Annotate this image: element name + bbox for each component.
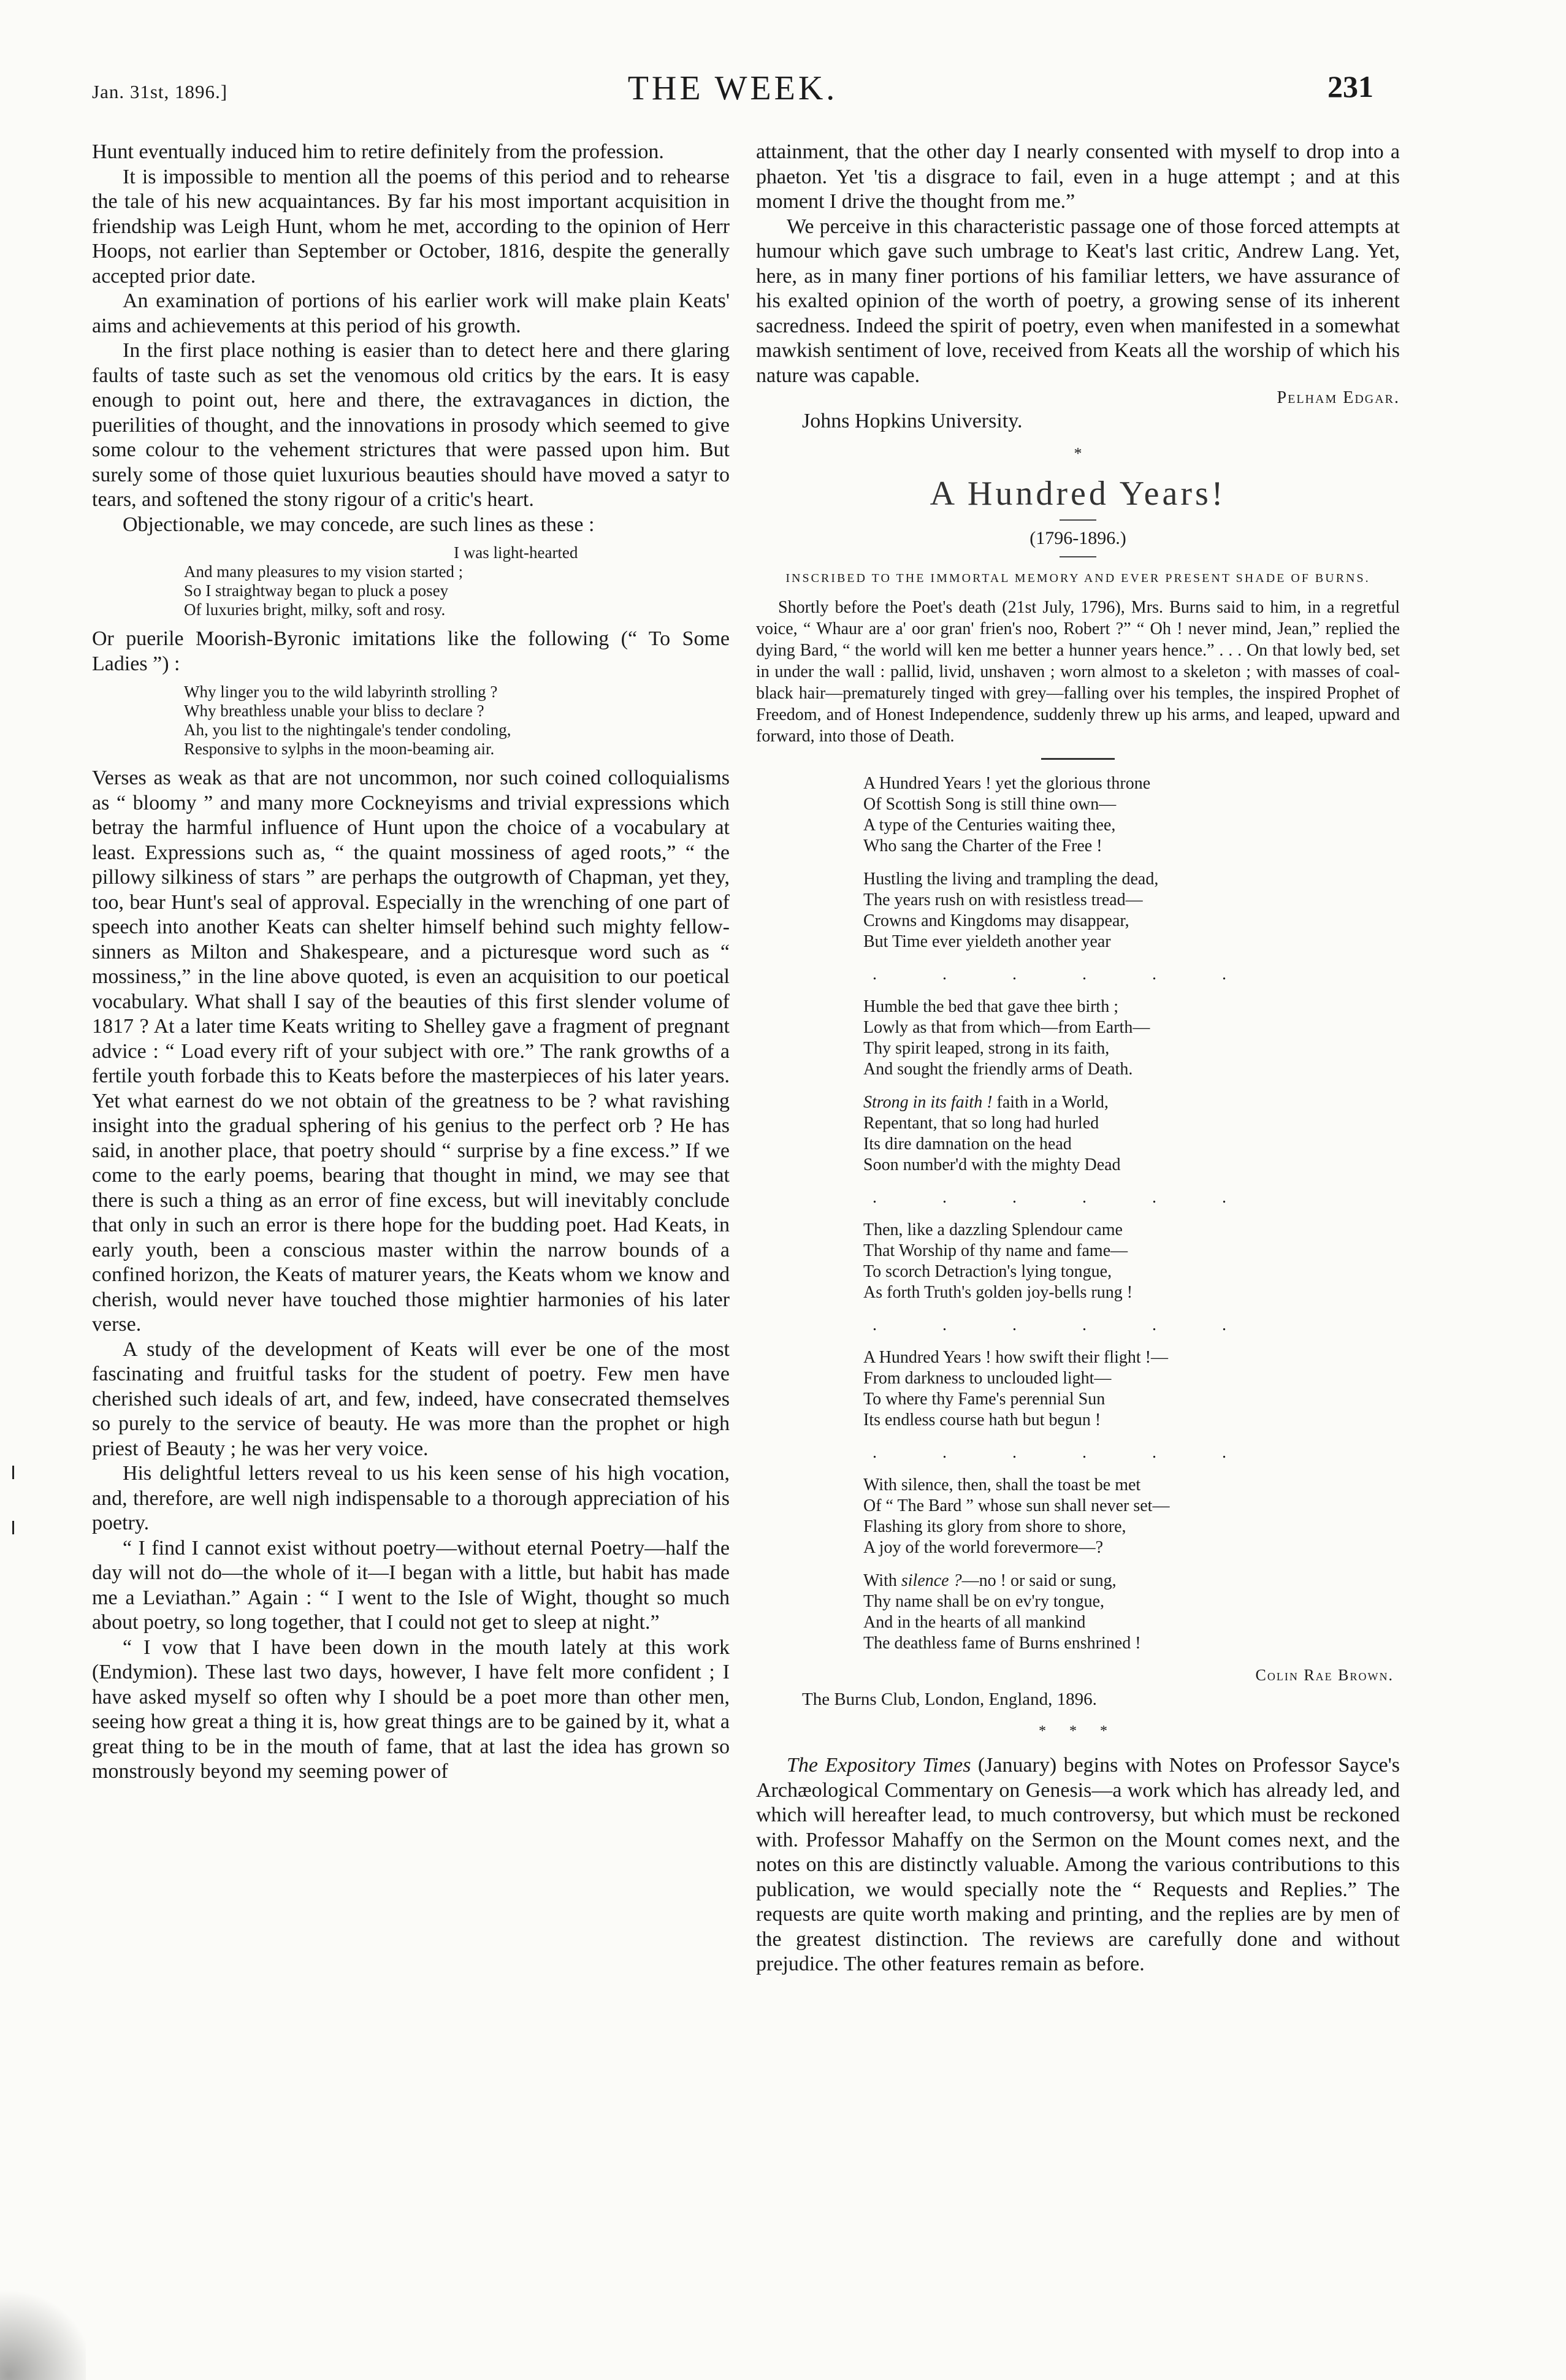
poem-line: As forth Truth's golden joy-bells rung !: [863, 1283, 1133, 1302]
line-remainder: —no ! or said or sung,: [961, 1571, 1117, 1590]
stanza: [863, 1347, 1305, 1431]
poem-line: To scorch Detraction's lying tongue,: [863, 1262, 1112, 1281]
stanza-break-dots: . . . . . .: [873, 965, 1257, 984]
publication-title: The Expository Times: [787, 1754, 971, 1777]
paragraph: A study of the development of Keats will ever be one of the most fascinating and fruitful tasks for the student of poetry. Few men have cherished such ideals of art, and few, indeed, have consecrated themselves so purely to the service of beauty. He was more than the prophet or high priest of Beauty ; he was her very voice.: [92, 1337, 730, 1460]
poem-line: Of Scottish Song is still thine own—: [863, 795, 1117, 814]
divider-rule: [1041, 758, 1115, 760]
author-signature-line: [756, 388, 1400, 408]
stanza: [863, 869, 1305, 952]
stanza-break-dots: . . . . . .: [873, 1443, 1257, 1462]
margin-mark: [12, 1466, 14, 1479]
poem-signature: Colin Rae Brown.: [1255, 1666, 1394, 1684]
poem-line: A Hundred Years ! how swift their flight !—: [863, 1348, 1168, 1367]
poem-line: Thy name shall be on ev'ry tongue,: [863, 1592, 1105, 1611]
verse-line: So I straightway began to pluck a posey: [184, 581, 449, 600]
poem-line: Then, like a dazzling Splendour came: [863, 1220, 1123, 1239]
divider-rule: [1060, 519, 1096, 521]
issue-date: Jan. 31st, 1896.]: [92, 81, 228, 102]
paragraph: An examination of portions of his earlier work will make plain Keats' aims and achievements at this period of his growth.: [92, 289, 730, 337]
poem-line: [863, 1092, 1305, 1113]
stanza: [863, 1220, 1305, 1303]
verse-line: Ah, you list to the nightingale's tender condoling,: [184, 721, 511, 739]
poem-line: Hustling the living and trampling the dead,: [863, 870, 1159, 889]
verse-line: Of luxuries bright, milky, soft and rosy.: [184, 600, 446, 619]
line-remainder: faith in a World,: [992, 1093, 1109, 1112]
author-affiliation: Johns Hopkins University.: [802, 410, 1023, 432]
poem-line: A Hundred Years ! yet the glorious throne: [863, 774, 1151, 793]
poem-line: With silence, then, shall the toast be met: [863, 1475, 1141, 1494]
poem-dates: (1796-1896.): [1029, 528, 1126, 548]
poem-line: Who sang the Charter of the Free !: [863, 836, 1102, 855]
italic-phrase: Strong in its faith !: [863, 1093, 993, 1112]
section-divider-stars: * * *: [1039, 1723, 1117, 1739]
poem-line: A joy of the world forevermore—?: [863, 1538, 1104, 1557]
italic-phrase: silence ?: [901, 1571, 962, 1590]
poem-line: Thy spirit leaped, strong in its faith,: [863, 1039, 1110, 1058]
stanza-break-dots: . . . . . .: [873, 1315, 1257, 1334]
poem-line: From darkness to unclouded light—: [863, 1369, 1112, 1388]
poem-dedication: INSCRIBED TO THE IMMORTAL MEMORY AND EVER PRESENT SHADE OF BURNS.: [785, 572, 1370, 585]
poem-line: [863, 1571, 1305, 1591]
poem-line: Of “ The Bard ” whose sun shall never set—: [863, 1496, 1170, 1515]
poem-line: The years rush on with resistless tread—: [863, 890, 1143, 909]
poem-line: Flashing its glory from shore to shore,: [863, 1517, 1126, 1536]
verse-line: I was light-hearted: [454, 543, 578, 562]
paragraph: attainment, that the other day I nearly consented with myself to drop into a phaeton. Yet 'tis a disgrace to fail, even in a huge attempt ; and at this moment I drive the thought from me.”: [756, 140, 1400, 213]
verse-quotation: [184, 683, 730, 759]
author-signature: Pelham Edgar.: [1277, 388, 1400, 407]
verse-line: Why linger you to the wild labyrinth strolling ?: [184, 683, 498, 701]
notice-text: (January) begins with Notes on Professor Sayce's Archæological Commentary on Genesis—a work which has already led, and which will hereafter lead, to much controversy, but which must be reckoned with. Professor Mahaffy on the Sermon on the Mount comes next, and the notes on this are distinctly valuable. Among the various contributions to this publication, we would specially note the “ Requests and Replies.” The requests are quite worth making and printing, and the replies are by men of the greatest distinction. The reviews are carefully done and without prejudice. The other features remain as before.: [756, 1754, 1400, 1975]
paragraph: In the first place nothing is easier than to detect here and there glaring faults of taste such as set the venomous old critics by the ears. It is easy enough to point out, here and there, the extravagances in diction, the puerilities of thought, and the innovations in prosody which seemed to give some colour to the vehement strictures that were passed upon him. But surely some of those quiet luxurious beauties should have moved a satyr to tears, and softened the stony rigour of a critic's heart.: [92, 339, 730, 511]
verse-line: And many pleasures to my vision started ;: [184, 562, 464, 581]
stanza: [863, 1092, 1305, 1176]
paragraph: His delightful letters reveal to us his keen sense of his high vocation, and, therefore, are well nigh indispensable to a thorough appreciation of his poetry.: [92, 1462, 730, 1534]
poem-line: And sought the friendly arms of Death.: [863, 1060, 1133, 1079]
page-header: [92, 69, 1373, 118]
section-divider-star: *: [1074, 445, 1082, 462]
poem-line: Its dire damnation on the head: [863, 1135, 1072, 1154]
paragraph: Or puerile Moorish-Byronic imitations like the following (“ To Some Ladies ”) :: [92, 627, 730, 675]
paragraph: We perceive in this characteristic passage one of those forced attempts at humour which gave such umbrage to Keat's last critic, Andrew Lang. Yet, here, as in many finer portions of his familiar letters, we have assurance of his exalted opinion of the worth of poetry, a growing sense of its inherent sacredness. Indeed the spirit of poetry, even when manifested in a somewhat mawkish sentiment of love, received from Keats all the worship of which his nature was capable.: [756, 215, 1400, 387]
poem-line: And in the hearts of all mankind: [863, 1613, 1086, 1632]
poem-body: [863, 773, 1305, 1654]
poem-line: Humble the bed that gave thee birth ;: [863, 997, 1118, 1016]
verse-line: Responsive to sylphs in the moon-beaming air.: [184, 740, 495, 758]
paragraph: It is impossible to mention all the poems of this period and to rehearse the tale of his new acquaintances. By far his most important acquisition in friendship was Leigh Hunt, whom he met, according to the opinion of Herr Hoops, not earlier than September or October, 1816, despite the generally accepted prior date.: [92, 165, 730, 288]
stanza-break-dots: . . . . . .: [873, 1188, 1257, 1207]
stanza: [863, 997, 1305, 1080]
poem-line: Crowns and Kingdoms may disappear,: [863, 911, 1129, 930]
poem-introduction: Shortly before the Poet's death (21st July, 1796), Mrs. Burns said to him, in a regretful voice, “ Whaur are a' oor gran' frien's noo, Robert ?” “ Oh ! never mind, Jean,” replied the dying Bard, “ the world will ken me better a hunner years hence.” . . . On that lowly bed, set in under the wall : pallid, livid, unshaven ; worn almost to a skeleton ; with masses of coal-black hair—prematurely tinged with grey—falling over his temples, the inspired Prophet of Freedom, and of Honest Independence, suddenly threw up his arms, and leaped, upward and forward, into those of Death.: [756, 598, 1400, 746]
poem-line: A type of the Centuries waiting thee,: [863, 816, 1116, 835]
paragraph: Objectionable, we may concede, are such lines as these :: [123, 513, 595, 536]
poem-line: Its endless course hath but begun !: [863, 1410, 1101, 1429]
masthead-title: THE WEEK.: [627, 69, 838, 107]
stanza: [863, 773, 1305, 857]
poem-line: The deathless fame of Burns enshrined !: [863, 1634, 1141, 1653]
poem-line: Repentant, that so long had hurled: [863, 1114, 1099, 1133]
paragraph: “ I vow that I have been down in the mouth lately at this work (Endymion). These last two days, however, I have felt more confident ; I have asked myself so often why I should be a poet more than other men, seeing how great a thing it is, how great things are to be gained by it, what a great thing to be in the mouth of fame, that at last the idea has grown so monstrously beyond my seeming power of: [92, 1636, 730, 1783]
poem-line: Soon number'd with the mighty Dead: [863, 1155, 1121, 1174]
poem-origin: The Burns Club, London, England, 1896.: [802, 1689, 1097, 1709]
poem-line: That Worship of thy name and fame—: [863, 1241, 1128, 1260]
left-column: [92, 140, 730, 1785]
notice-paragraph: [756, 1753, 1400, 1977]
stanza: [863, 1475, 1305, 1558]
verse-line: Why breathless unable your bliss to declare ?: [184, 702, 484, 720]
paragraph: Hunt eventually induced him to retire definitely from the profession.: [92, 140, 664, 163]
margin-mark: [12, 1521, 14, 1534]
paragraph: “ I find I cannot exist without poetry—without eternal Poetry—half the day will not do—the whole of it—I began with a little, but habit has made me a Leviathan.” Again : “ I went to the Isle of Wight, thought so much about poetry, so long together, that I could not get to sleep at night.”: [92, 1536, 730, 1634]
poem-line: Lowly as that from which—from Earth—: [863, 1018, 1150, 1037]
right-column: [756, 140, 1400, 1977]
line-start: With: [863, 1571, 901, 1590]
poem-line: To where thy Fame's perennial Sun: [863, 1390, 1106, 1409]
stanza: [863, 1571, 1305, 1654]
poem-title: A Hundred Years!: [930, 475, 1226, 513]
verse-quotation: [184, 543, 730, 619]
poem-line: But Time ever yieldeth another year: [863, 932, 1111, 951]
page-corner-shadow: [0, 2282, 86, 2380]
divider-rule: [1060, 556, 1096, 557]
paragraph: Verses as weak as that are not uncommon, nor such coined colloquialisms as “ bloomy ” and many more Cockneyisms and trivial expressions which betray the harmful influence of Hunt upon the choice of a vocabulary at least. Expressions such as, “ the quaint mossiness of aged roots,” “ the pillowy silkiness of stars ” are perhaps the outgrowth of Chapman, yet they, too, bear Hunt's seal of approval. Especially in the wrenching of one part of speech into another Keats can shelter himself behind such mighty fellow-sinners as Milton and Shakespeare, and a picturesque word such as “ mossiness,” in the line above quoted, is even an acquisition to our poetical vocabulary. What shall I say of the beauties of this first slender volume of 1817 ? At a later time Keats writing to Shelley gave a fragment of pregnant advice : “ Load every rift of your subject with ore.” The rank growths of a fertile youth forbade this to Keats before the masterpieces of his later years. Yet what earnest do we not obtain of the greatness to be ? what ravishing insight into the gradual sphering of his genius to the perfect orb ? He has said, in another place, that poetry should “ surprise by a fine excess.” If we come to the early poems, bearing that thought in mind, we may see that there is such a thing as an error of fine excess, but will inevitably conclude that only in such an error is there hope for the budding poet. Had Keats, in early youth, been a conscious master within the narrow bounds of a confined horizon, the Keats of maturer years, the Keats whom we know and cherish, would never have touched those mightier harmonies of his later verse.: [92, 767, 730, 1336]
page-number: 231: [1327, 69, 1373, 104]
